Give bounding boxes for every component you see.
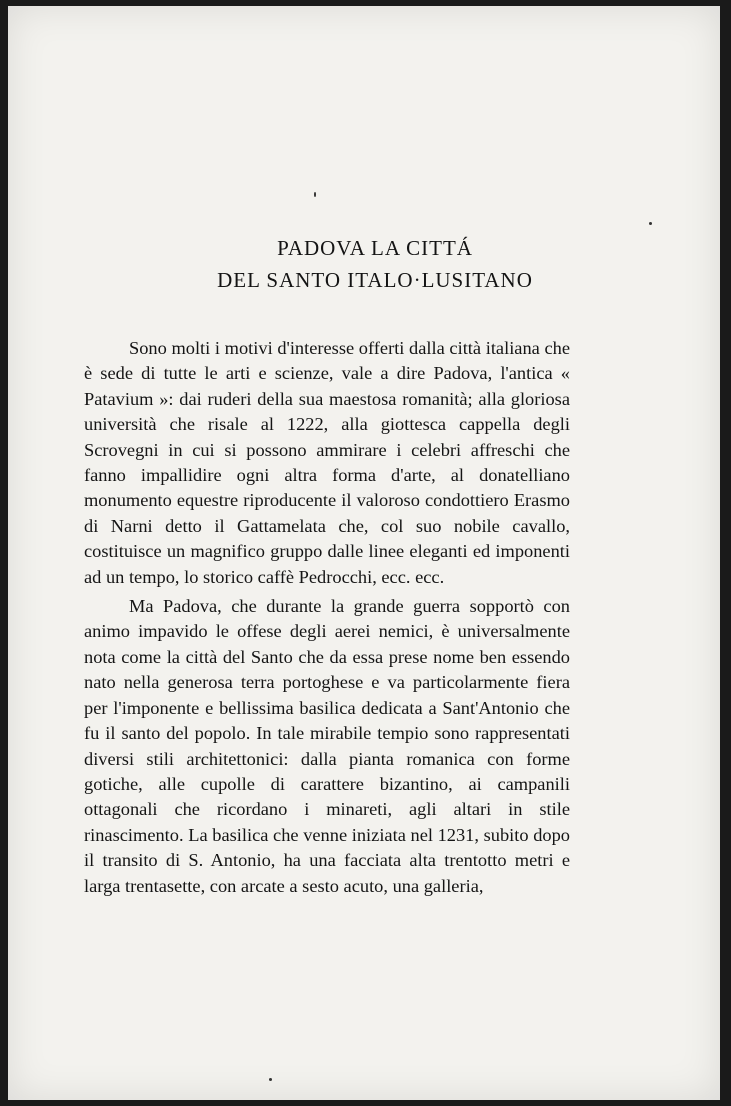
scanned-page	[8, 6, 720, 1100]
body-text	[84, 336, 570, 899]
heading-line-1: PADOVA LA CITTÁ	[277, 236, 473, 260]
ink-speck	[649, 222, 652, 225]
ink-speck	[314, 192, 316, 197]
chapter-heading	[8, 232, 720, 296]
ink-speck	[269, 1078, 272, 1081]
heading-line-2: DEL SANTO ITALO·LUSITANO	[217, 268, 533, 292]
paragraph-2: Ma Padova, che durante la grande guerra sopportò con animo impavido le offese degli aerei nemici, è universalmente nota come la città del Santo che da essa prese nome ben essendo nato nella generosa terra portoghese e va particolarmente fiera per l'imponente e bellissima basilica dedicata a Sant'Antonio che fu il santo del popolo. In tale mirabile tempio sono rappresentati diversi stili architettonici: dalla pianta romanica con forme gotiche, alle cupolle di carattere bizantino, ai campanili ottagonali che ricordano i minareti, agli altari in stile rinascimento. La basilica che venne iniziata nel 1231, subito dopo il transito di S. Antonio, ha una facciata alta trentotto metri e larga trentasette, con arcate a sesto acuto, una galleria,	[84, 596, 570, 896]
paragraph-1: Sono molti i motivi d'interesse offerti dalla città italiana che è sede di tutte le arti e scienze, vale a dire Padova, l'antica « Patavium »: dai ruderi della sua maestosa romanità; alla gloriosa università che risale al 1222, alla giottesca cappella degli Scrovegni in cui si possono ammirare i celebri affreschi che fanno impallidire ogni altra forma d'arte, al donatelliano monumento equestre riproducente il valoroso condottiero Erasmo di Narni detto il Gattamelata che, col suo nobile cavallo, costituisce un magnifico gruppo dalle linee eleganti ed imponenti ad un tempo, lo storico caffè Pedrocchi, ecc. ecc.	[84, 338, 570, 587]
